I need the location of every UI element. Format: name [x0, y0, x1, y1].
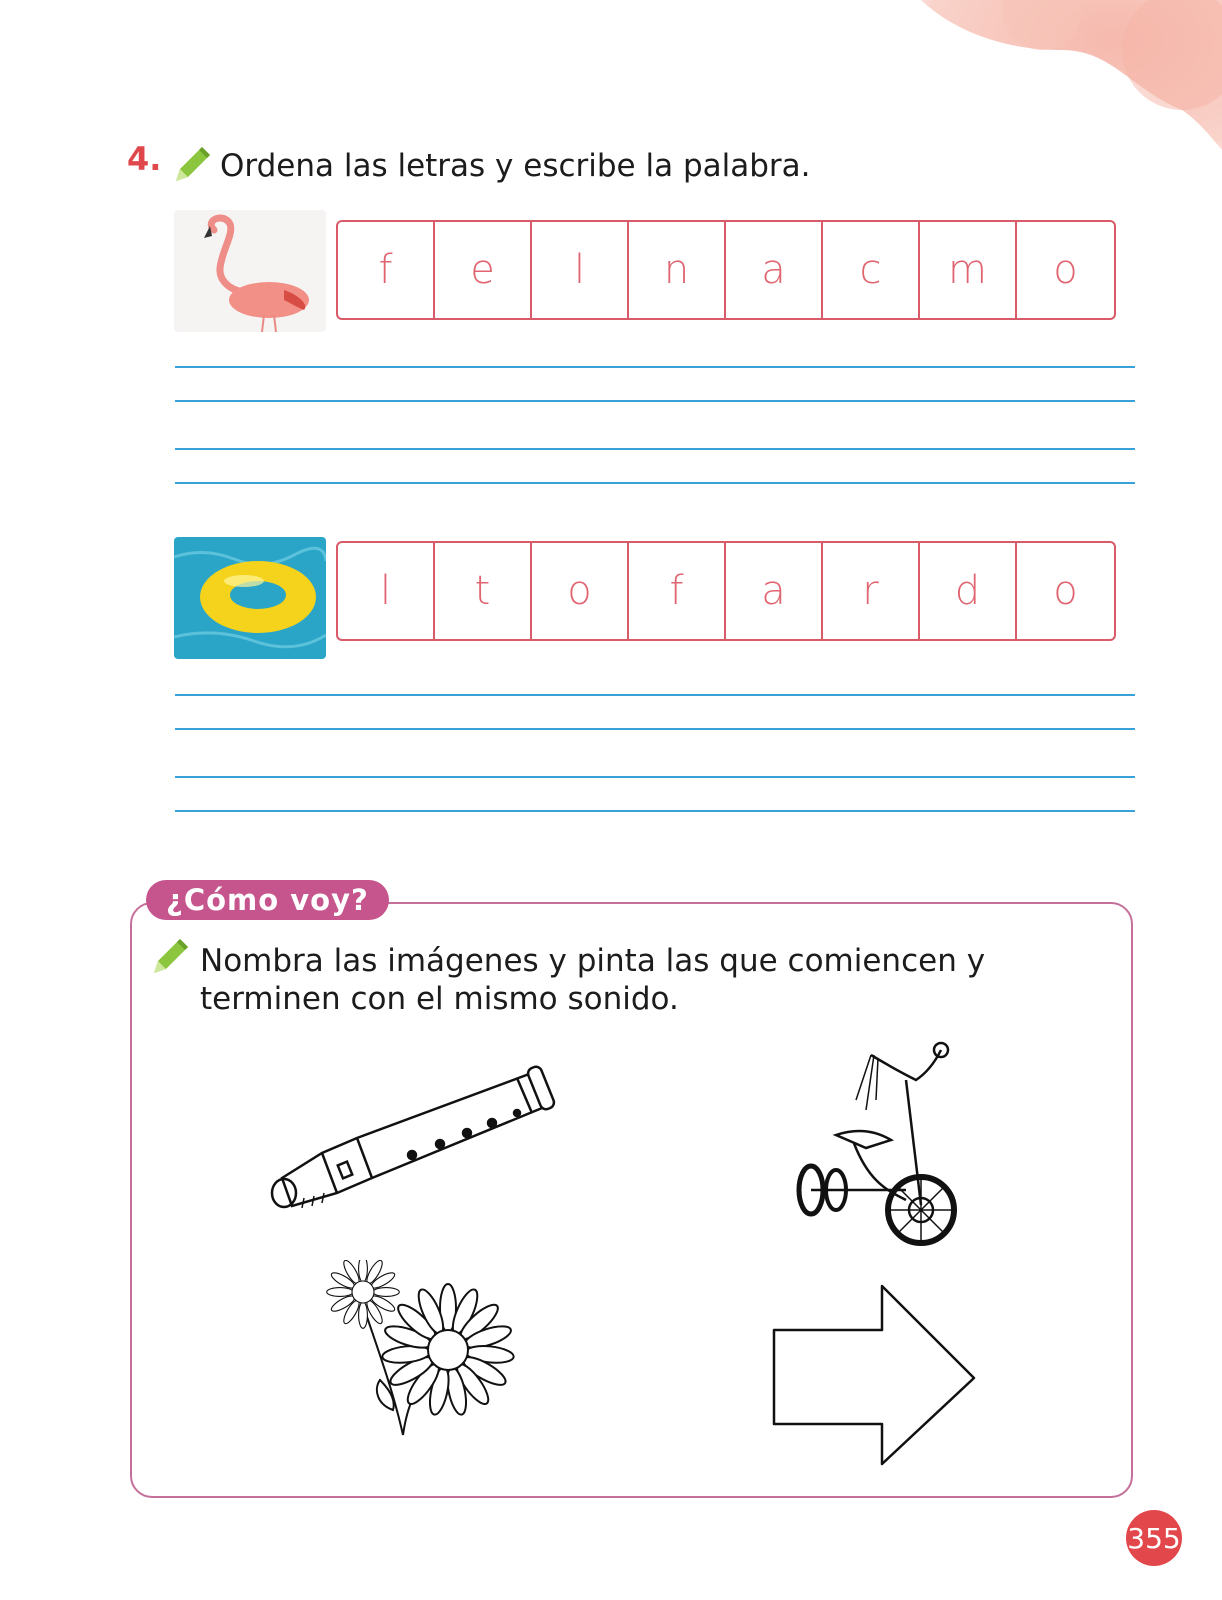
letter-tile: l [532, 222, 629, 318]
letter-tile: o [1053, 247, 1078, 293]
writing-line[interactable] [175, 400, 1135, 402]
letter-tile: o [1053, 568, 1078, 614]
letter-tile: m [920, 222, 1017, 318]
writing-line[interactable] [175, 448, 1135, 450]
writing-line[interactable] [175, 482, 1135, 484]
review-badge: ¿Cómo voy? [146, 880, 389, 920]
writing-line[interactable] [175, 694, 1135, 696]
writing-line[interactable] [175, 366, 1135, 368]
arrow-drawing[interactable] [770, 1282, 980, 1468]
letter-tile: e [435, 222, 532, 318]
pencil-icon [150, 935, 190, 977]
writing-line[interactable] [175, 728, 1135, 730]
writing-line[interactable] [175, 810, 1135, 812]
letter-tile: f [338, 222, 435, 318]
flute-drawing[interactable] [262, 1058, 572, 1218]
letter-tile: a [726, 543, 823, 639]
scrambled-letters-row [336, 541, 1116, 641]
letter-tile: o [532, 543, 629, 639]
letter-tile: r [823, 543, 920, 639]
pencil-icon [172, 143, 212, 185]
letter-tile: f [629, 543, 726, 639]
flamingo-photo [174, 210, 326, 332]
letter-tile: d [920, 543, 1017, 639]
letter-tile: a [726, 222, 823, 318]
letter-tile: l [338, 543, 435, 639]
exercise-number: 4. [127, 140, 162, 178]
letter-tile: c [823, 222, 920, 318]
swim-ring-photo [174, 537, 326, 659]
review-instruction: Nombra las imágenes y pinta las que comiencen y terminen con el mismo sonido. [200, 943, 986, 1017]
letter-tile: n [629, 222, 726, 318]
scrambled-letters-row [336, 220, 1116, 320]
daisy-drawing[interactable] [318, 1260, 518, 1450]
page-number: 355 [1126, 1510, 1182, 1566]
exercise-instruction: Ordena las letras y escribe la palabra. [220, 148, 811, 184]
writing-line[interactable] [175, 776, 1135, 778]
watercolor-decoration [882, 0, 1222, 220]
tricycle-drawing[interactable] [796, 1040, 972, 1250]
letter-tile: t [435, 543, 532, 639]
